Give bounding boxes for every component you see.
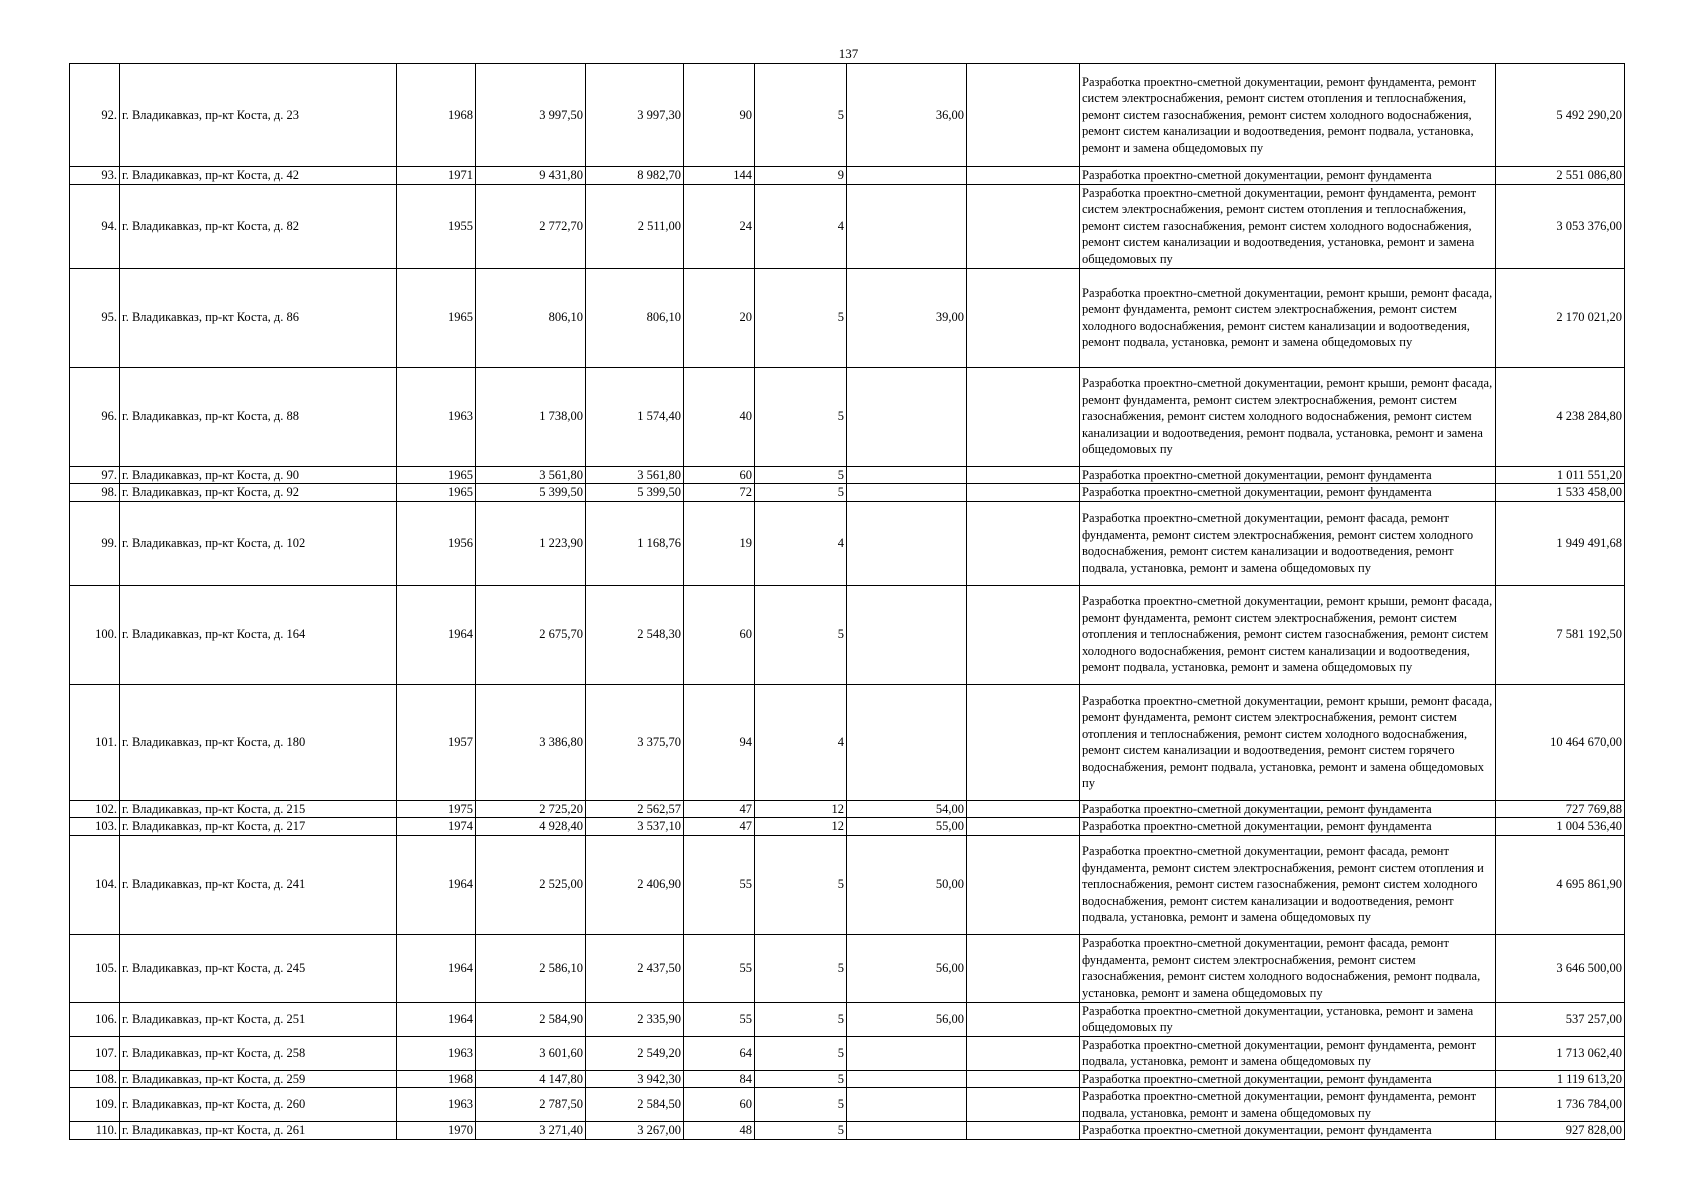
empty-cell: [967, 684, 1080, 800]
year-built-cell: 1964: [397, 835, 476, 934]
works-description-cell: Разработка проектно-сметной документации, ремонт фундамента: [1080, 818, 1496, 836]
year-built-cell: 1970: [397, 1122, 476, 1140]
floors-cell: 4: [755, 684, 847, 800]
cost-cell: 1 949 491,68: [1496, 501, 1625, 585]
residents-cell: 55: [684, 1002, 755, 1036]
floors-cell: 5: [755, 1036, 847, 1070]
works-description-cell: Разработка проектно-сметной документации, ремонт фундамента, ремонт подвала, установка, ремонт и замена общедомовых пу: [1080, 1088, 1496, 1122]
total-area-cell: 1 223,90: [476, 501, 586, 585]
residents-cell: 60: [684, 585, 755, 684]
empty-cell: [967, 466, 1080, 484]
total-area-cell: 2 772,70: [476, 184, 586, 268]
empty-cell: [967, 1070, 1080, 1088]
address-cell: г. Владикавказ, пр-кт Коста, д. 217: [120, 818, 397, 836]
cost-cell: 10 464 670,00: [1496, 684, 1625, 800]
total-area-cell: 2 525,00: [476, 835, 586, 934]
works-description-cell: Разработка проектно-сметной документации, ремонт фундамента, ремонт систем электроснабжения, ремонт систем отопления и теплоснабжения, ремонт систем газоснабжения, ремонт систем холодного водоснабжения, ремонт систем канализации и водоотведения, ремонт подвала, установка, ремонт и замена общедомовых пу: [1080, 64, 1496, 167]
address-cell: г. Владикавказ, пр-кт Коста, д. 261: [120, 1122, 397, 1140]
address-cell: г. Владикавказ, пр-кт Коста, д. 42: [120, 167, 397, 185]
year-built-cell: 1964: [397, 585, 476, 684]
wear-percent-cell: [847, 1122, 967, 1140]
wear-percent-cell: [847, 367, 967, 466]
floors-cell: 5: [755, 835, 847, 934]
living-area-cell: 5 399,50: [586, 484, 684, 502]
cost-cell: 1 119 613,20: [1496, 1070, 1625, 1088]
address-cell: г. Владикавказ, пр-кт Коста, д. 251: [120, 1002, 397, 1036]
total-area-cell: 5 399,50: [476, 484, 586, 502]
wear-percent-cell: [847, 1036, 967, 1070]
works-description-cell: Разработка проектно-сметной документации, ремонт крыши, ремонт фасада, ремонт фундамента, ремонт систем электроснабжения, ремонт систем газоснабжения, ремонт систем холодного водоснабжения, ремонт систем канализации и водоотведения, ремонт подвала, установка, ремонт и замена общедомовых пу: [1080, 367, 1496, 466]
total-area-cell: 3 997,50: [476, 64, 586, 167]
works-description-cell: Разработка проектно-сметной документации, ремонт фундамента: [1080, 1122, 1496, 1140]
wear-percent-cell: [847, 184, 967, 268]
works-description-cell: Разработка проектно-сметной документации, ремонт крыши, ремонт фасада, ремонт фундамента, ремонт систем электроснабжения, ремонт систем холодного водоснабжения, ремонт систем канализации и водоотведения, ремонт подвала, установка, ремонт и замена общедомовых пу: [1080, 268, 1496, 367]
wear-percent-cell: [847, 484, 967, 502]
floors-cell: 5: [755, 367, 847, 466]
table-row: [70, 184, 1625, 268]
floors-cell: 12: [755, 818, 847, 836]
wear-percent-cell: 55,00: [847, 818, 967, 836]
residents-cell: 64: [684, 1036, 755, 1070]
living-area-cell: 806,10: [586, 268, 684, 367]
floors-cell: 5: [755, 484, 847, 502]
address-cell: г. Владикавказ, пр-кт Коста, д. 245: [120, 934, 397, 1002]
residents-cell: 48: [684, 1122, 755, 1140]
wear-percent-cell: [847, 1088, 967, 1122]
empty-cell: [967, 184, 1080, 268]
living-area-cell: 1 574,40: [586, 367, 684, 466]
empty-cell: [967, 1036, 1080, 1070]
residents-cell: 47: [684, 800, 755, 818]
table-row: [70, 835, 1625, 934]
table-row: [70, 1122, 1625, 1140]
residents-cell: 19: [684, 501, 755, 585]
cost-cell: 5 492 290,20: [1496, 64, 1625, 167]
total-area-cell: 806,10: [476, 268, 586, 367]
works-description-cell: Разработка проектно-сметной документации, ремонт фундамента, ремонт подвала, установка, ремонт и замена общедомовых пу: [1080, 1036, 1496, 1070]
address-cell: г. Владикавказ, пр-кт Коста, д. 164: [120, 585, 397, 684]
works-description-cell: Разработка проектно-сметной документации, ремонт фасада, ремонт фундамента, ремонт систем электроснабжения, ремонт систем отопления и теплоснабжения, ремонт систем газоснабжения, ремонт систем холодного водоснабжения, ремонт систем канализации и водоотведения, ремонт подвала, установка, ремонт и замена общедомовых пу: [1080, 835, 1496, 934]
residents-cell: 94: [684, 684, 755, 800]
residents-cell: 20: [684, 268, 755, 367]
residents-cell: 47: [684, 818, 755, 836]
living-area-cell: 1 168,76: [586, 501, 684, 585]
year-built-cell: 1965: [397, 484, 476, 502]
row-number: 109.: [70, 1088, 120, 1122]
table-row: [70, 934, 1625, 1002]
address-cell: г. Владикавказ, пр-кт Коста, д. 180: [120, 684, 397, 800]
wear-percent-cell: [847, 167, 967, 185]
total-area-cell: 2 586,10: [476, 934, 586, 1002]
floors-cell: 9: [755, 167, 847, 185]
cost-cell: 727 769,88: [1496, 800, 1625, 818]
floors-cell: 5: [755, 466, 847, 484]
floors-cell: 4: [755, 184, 847, 268]
floors-cell: 5: [755, 268, 847, 367]
cost-cell: 1 736 784,00: [1496, 1088, 1625, 1122]
empty-cell: [967, 167, 1080, 185]
row-number: 93.: [70, 167, 120, 185]
table-row: [70, 1002, 1625, 1036]
floors-cell: 5: [755, 64, 847, 167]
living-area-cell: 3 375,70: [586, 684, 684, 800]
living-area-cell: 3 942,30: [586, 1070, 684, 1088]
year-built-cell: 1965: [397, 268, 476, 367]
year-built-cell: 1974: [397, 818, 476, 836]
row-number: 94.: [70, 184, 120, 268]
row-number: 95.: [70, 268, 120, 367]
total-area-cell: 9 431,80: [476, 167, 586, 185]
works-description-cell: Разработка проектно-сметной документации, ремонт фундамента: [1080, 466, 1496, 484]
year-built-cell: 1975: [397, 800, 476, 818]
table-row: [70, 800, 1625, 818]
empty-cell: [967, 1122, 1080, 1140]
living-area-cell: 2 548,30: [586, 585, 684, 684]
row-number: 98.: [70, 484, 120, 502]
cost-cell: 1 004 536,40: [1496, 818, 1625, 836]
empty-cell: [967, 484, 1080, 502]
total-area-cell: 1 738,00: [476, 367, 586, 466]
total-area-cell: 3 601,60: [476, 1036, 586, 1070]
year-built-cell: 1964: [397, 934, 476, 1002]
works-description-cell: Разработка проектно-сметной документации, ремонт фундамента: [1080, 800, 1496, 818]
total-area-cell: 3 386,80: [476, 684, 586, 800]
address-cell: г. Владикавказ, пр-кт Коста, д. 92: [120, 484, 397, 502]
address-cell: г. Владикавказ, пр-кт Коста, д. 259: [120, 1070, 397, 1088]
total-area-cell: 2 725,20: [476, 800, 586, 818]
residents-cell: 144: [684, 167, 755, 185]
empty-cell: [967, 64, 1080, 167]
year-built-cell: 1968: [397, 1070, 476, 1088]
address-cell: г. Владикавказ, пр-кт Коста, д. 241: [120, 835, 397, 934]
row-number: 110.: [70, 1122, 120, 1140]
empty-cell: [967, 268, 1080, 367]
table-row: [70, 1036, 1625, 1070]
residents-cell: 60: [684, 1088, 755, 1122]
cost-cell: 3 053 376,00: [1496, 184, 1625, 268]
cost-cell: 1 713 062,40: [1496, 1036, 1625, 1070]
row-number: 108.: [70, 1070, 120, 1088]
wear-percent-cell: 39,00: [847, 268, 967, 367]
living-area-cell: 2 562,57: [586, 800, 684, 818]
table-row: [70, 64, 1625, 167]
table-row: [70, 167, 1625, 185]
residents-cell: 55: [684, 835, 755, 934]
living-area-cell: 3 561,80: [586, 466, 684, 484]
cost-cell: 1 533 458,00: [1496, 484, 1625, 502]
empty-cell: [967, 835, 1080, 934]
works-description-cell: Разработка проектно-сметной документации, ремонт фундамента: [1080, 484, 1496, 502]
wear-percent-cell: 50,00: [847, 835, 967, 934]
floors-cell: 5: [755, 1002, 847, 1036]
address-cell: г. Владикавказ, пр-кт Коста, д. 88: [120, 367, 397, 466]
row-number: 102.: [70, 800, 120, 818]
table-row: [70, 367, 1625, 466]
empty-cell: [967, 1088, 1080, 1122]
empty-cell: [967, 934, 1080, 1002]
table-row: [70, 818, 1625, 836]
works-description-cell: Разработка проектно-сметной документации, ремонт крыши, ремонт фасада, ремонт фундамента, ремонт систем электроснабжения, ремонт систем отопления и теплоснабжения, ремонт систем газоснабжения, ремонт систем холодного водоснабжения, ремонт систем канализации и водоотведения, ремонт подвала, установка, ремонт и замена общедомовых пу: [1080, 585, 1496, 684]
residents-cell: 55: [684, 934, 755, 1002]
cost-cell: 7 581 192,50: [1496, 585, 1625, 684]
cost-cell: 537 257,00: [1496, 1002, 1625, 1036]
wear-percent-cell: 56,00: [847, 934, 967, 1002]
empty-cell: [967, 367, 1080, 466]
row-number: 101.: [70, 684, 120, 800]
row-number: 99.: [70, 501, 120, 585]
living-area-cell: 3 997,30: [586, 64, 684, 167]
total-area-cell: 2 787,50: [476, 1088, 586, 1122]
living-area-cell: 2 549,20: [586, 1036, 684, 1070]
row-number: 97.: [70, 466, 120, 484]
year-built-cell: 1968: [397, 64, 476, 167]
total-area-cell: 3 271,40: [476, 1122, 586, 1140]
floors-cell: 5: [755, 934, 847, 1002]
works-description-cell: Разработка проектно-сметной документации, ремонт крыши, ремонт фасада, ремонт фундамента, ремонт систем электроснабжения, ремонт систем отопления и теплоснабжения, ремонт систем холодного водоснабжения, ремонт систем канализации и водоотведения, ремонт систем горячего водоснабжения, ремонт подвала, установка, ремонт и замена общедомовых пу: [1080, 684, 1496, 800]
works-description-cell: Разработка проектно-сметной документации, ремонт фундамента, ремонт систем электроснабжения, ремонт систем отопления и теплоснабжения, ремонт систем газоснабжения, ремонт систем холодного водоснабжения, ремонт систем канализации и водоотведения, установка, ремонт и замена общедомовых пу: [1080, 184, 1496, 268]
total-area-cell: 2 584,90: [476, 1002, 586, 1036]
wear-percent-cell: [847, 684, 967, 800]
wear-percent-cell: [847, 466, 967, 484]
table-row: [70, 466, 1625, 484]
address-cell: г. Владикавказ, пр-кт Коста, д. 90: [120, 466, 397, 484]
year-built-cell: 1963: [397, 1088, 476, 1122]
row-number: 104.: [70, 835, 120, 934]
wear-percent-cell: 54,00: [847, 800, 967, 818]
row-number: 100.: [70, 585, 120, 684]
empty-cell: [967, 585, 1080, 684]
wear-percent-cell: [847, 1070, 967, 1088]
works-description-cell: Разработка проектно-сметной документации, ремонт фундамента: [1080, 167, 1496, 185]
year-built-cell: 1957: [397, 684, 476, 800]
table-row: [70, 1070, 1625, 1088]
cost-cell: 4 238 284,80: [1496, 367, 1625, 466]
page-number: 137: [838, 46, 859, 61]
address-cell: г. Владикавказ, пр-кт Коста, д. 86: [120, 268, 397, 367]
residents-cell: 40: [684, 367, 755, 466]
year-built-cell: 1963: [397, 1036, 476, 1070]
cost-cell: 3 646 500,00: [1496, 934, 1625, 1002]
residents-cell: 84: [684, 1070, 755, 1088]
cost-cell: 1 011 551,20: [1496, 466, 1625, 484]
total-area-cell: 4 147,80: [476, 1070, 586, 1088]
year-built-cell: 1964: [397, 1002, 476, 1036]
address-cell: г. Владикавказ, пр-кт Коста, д. 258: [120, 1036, 397, 1070]
residents-cell: 24: [684, 184, 755, 268]
total-area-cell: 3 561,80: [476, 466, 586, 484]
wear-percent-cell: 36,00: [847, 64, 967, 167]
year-built-cell: 1971: [397, 167, 476, 185]
row-number: 92.: [70, 64, 120, 167]
cost-cell: 4 695 861,90: [1496, 835, 1625, 934]
floors-cell: 12: [755, 800, 847, 818]
floors-cell: 5: [755, 585, 847, 684]
floors-cell: 4: [755, 501, 847, 585]
address-cell: г. Владикавказ, пр-кт Коста, д. 215: [120, 800, 397, 818]
wear-percent-cell: [847, 501, 967, 585]
row-number: 96.: [70, 367, 120, 466]
row-number: 106.: [70, 1002, 120, 1036]
cost-cell: 2 551 086,80: [1496, 167, 1625, 185]
residents-cell: 60: [684, 466, 755, 484]
floors-cell: 5: [755, 1088, 847, 1122]
living-area-cell: 2 406,90: [586, 835, 684, 934]
cost-cell: 927 828,00: [1496, 1122, 1625, 1140]
wear-percent-cell: 56,00: [847, 1002, 967, 1036]
table-row: [70, 268, 1625, 367]
living-area-cell: 2 437,50: [586, 934, 684, 1002]
living-area-cell: 2 511,00: [586, 184, 684, 268]
works-description-cell: Разработка проектно-сметной документации, ремонт фасада, ремонт фундамента, ремонт систем электроснабжения, ремонт систем холодного водоснабжения, ремонт систем канализации и водоотведения, ремонт подвала, установка, ремонт и замена общедомовых пу: [1080, 501, 1496, 585]
row-number: 105.: [70, 934, 120, 1002]
residents-cell: 90: [684, 64, 755, 167]
repair-register-table: [69, 63, 1625, 1140]
year-built-cell: 1963: [397, 367, 476, 466]
floors-cell: 5: [755, 1122, 847, 1140]
address-cell: г. Владикавказ, пр-кт Коста, д. 102: [120, 501, 397, 585]
floors-cell: 5: [755, 1070, 847, 1088]
works-description-cell: Разработка проектно-сметной документации, ремонт фасада, ремонт фундамента, ремонт систем электроснабжения, ремонт систем газоснабжения, ремонт систем холодного водоснабжения, ремонт подвала, установка, ремонт и замена общедомовых пу: [1080, 934, 1496, 1002]
living-area-cell: 2 335,90: [586, 1002, 684, 1036]
empty-cell: [967, 800, 1080, 818]
empty-cell: [967, 818, 1080, 836]
address-cell: г. Владикавказ, пр-кт Коста, д. 82: [120, 184, 397, 268]
empty-cell: [967, 1002, 1080, 1036]
cost-cell: 2 170 021,20: [1496, 268, 1625, 367]
total-area-cell: 2 675,70: [476, 585, 586, 684]
year-built-cell: 1955: [397, 184, 476, 268]
table-row: [70, 684, 1625, 800]
table-row: [70, 1088, 1625, 1122]
table-body: [70, 64, 1625, 1140]
wear-percent-cell: [847, 585, 967, 684]
address-cell: г. Владикавказ, пр-кт Коста, д. 260: [120, 1088, 397, 1122]
year-built-cell: 1965: [397, 466, 476, 484]
living-area-cell: 2 584,50: [586, 1088, 684, 1122]
row-number: 103.: [70, 818, 120, 836]
table-row: [70, 585, 1625, 684]
living-area-cell: 3 267,00: [586, 1122, 684, 1140]
row-number: 107.: [70, 1036, 120, 1070]
table-row: [70, 501, 1625, 585]
total-area-cell: 4 928,40: [476, 818, 586, 836]
residents-cell: 72: [684, 484, 755, 502]
living-area-cell: 3 537,10: [586, 818, 684, 836]
table-row: [70, 484, 1625, 502]
living-area-cell: 8 982,70: [586, 167, 684, 185]
works-description-cell: Разработка проектно-сметной документации, ремонт фундамента: [1080, 1070, 1496, 1088]
year-built-cell: 1956: [397, 501, 476, 585]
address-cell: г. Владикавказ, пр-кт Коста, д. 23: [120, 64, 397, 167]
empty-cell: [967, 501, 1080, 585]
works-description-cell: Разработка проектно-сметной документации, установка, ремонт и замена общедомовых пу: [1080, 1002, 1496, 1036]
